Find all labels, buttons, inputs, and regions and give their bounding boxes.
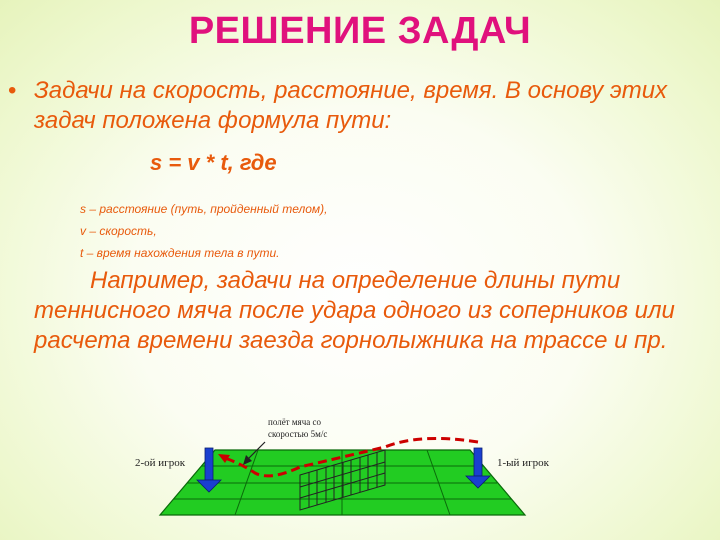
- bullet-text: Задачи на скорость, расстояние, время. В основу этих задач положена формула пути:: [34, 77, 668, 134]
- path-formula: s = v * t, где: [150, 150, 277, 175]
- slide-title: РЕШЕНИЕ ЗАДАЧ: [188, 10, 532, 52]
- definition-v: v – скорость,: [80, 224, 157, 238]
- definitions-list: [80, 198, 327, 264]
- bullet-mark: •: [8, 77, 17, 104]
- player2-label: 2-ой игрок: [135, 457, 186, 469]
- caption-line-1: полёт мяча со: [268, 417, 321, 427]
- tennis-court-diagram: [0, 405, 720, 540]
- example-paragraph: Например, задачи на определение длины пути теннисного мяча после удара одного из соперников или расчета времени заезда горнолыжника на трассе и пр.: [34, 267, 675, 354]
- caption-line-2: скоростью 5м/с: [268, 429, 328, 439]
- definition-s: s – расстояние (путь, пройденный телом),: [80, 202, 328, 216]
- player1-label: 1-ый игрок: [497, 457, 549, 469]
- bullet-paragraph: [8, 76, 708, 136]
- definition-t: t – время нахождения тела в пути.: [80, 246, 280, 260]
